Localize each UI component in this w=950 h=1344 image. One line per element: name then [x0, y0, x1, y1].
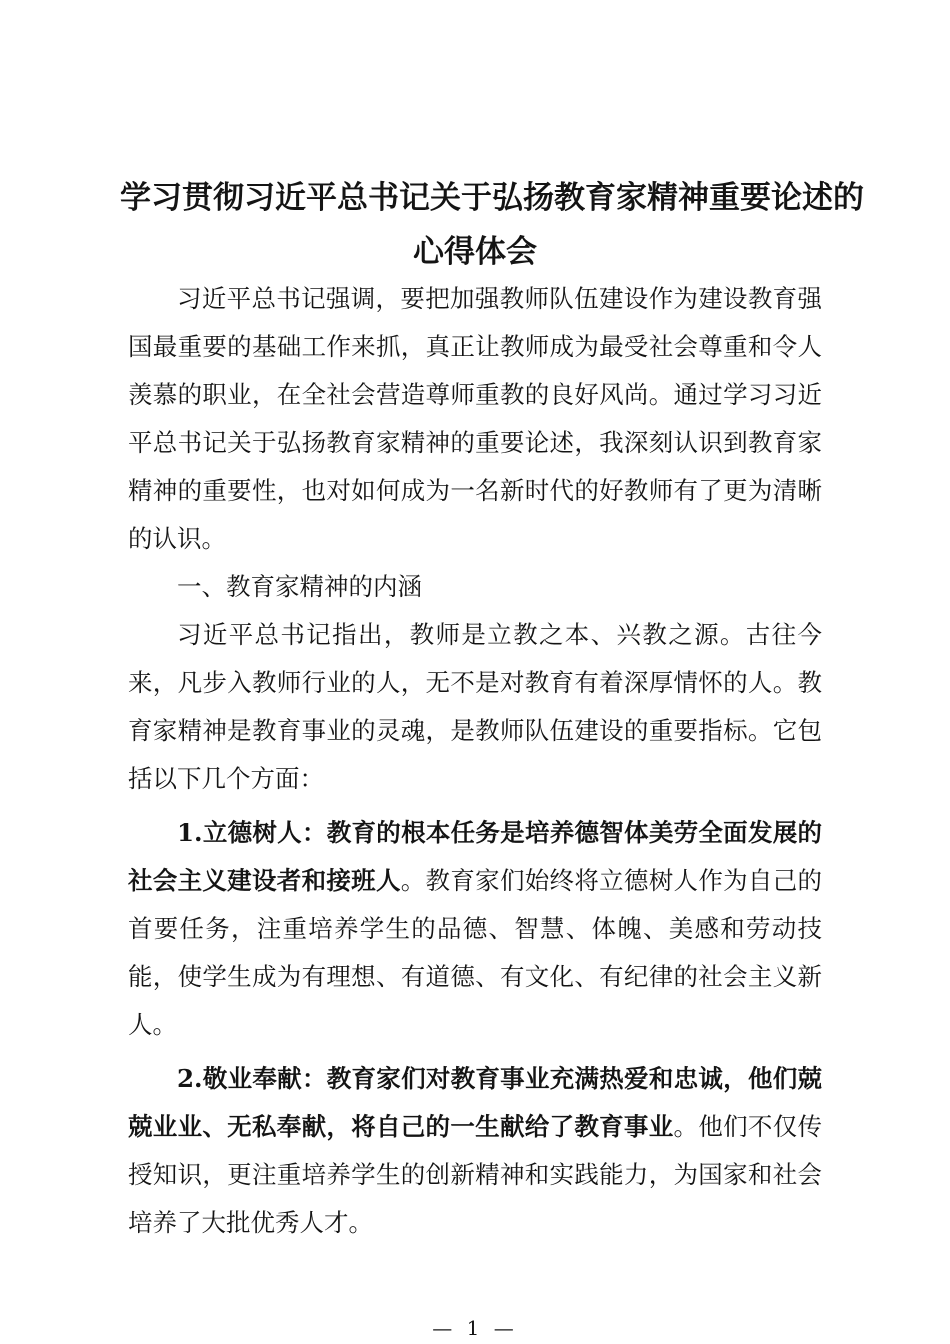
document-title-line-1: 学习贯彻习近平总书记关于弘扬教育家精神重要论述的: [120, 180, 864, 216]
section-1-paragraph: 习近平总书记指出，教师是立教之本、兴教之源。古往今来，凡步入教师行业的人，无不是对教育有着深厚情怀的人。教育家精神是教育事业的灵魂，是教师队伍建设的重要指标。它包括以下几个方面：: [128, 620, 822, 793]
list-item-2-bold-text: 2.敬业奉献：教育家们对教育事业充满热爱和忠诚，他们兢兢业业、无私奉献，将自己的一生献给了教育事业: [128, 1064, 822, 1141]
list-item-2: [128, 1055, 822, 1247]
page-number: — 1 —: [432, 1316, 518, 1340]
section-1-heading: 一、教育家精神的内涵: [177, 572, 422, 601]
document-title-line-2: 心得体会: [413, 234, 537, 270]
list-item-1: [128, 809, 822, 1049]
intro-paragraph: 习近平总书记强调，要把加强教师队伍建设作为建设教育强国最重要的基础工作来抓，真正让教师成为最受社会尊重和令人羡慕的职业，在全社会营造尊师重教的良好风尚。通过学习习近平总书记关于弘扬教育家精神的重要论述，我深刻认识到教育家精神的重要性，也对如何成为一名新时代的好教师有了更为清晰的认识。: [128, 284, 822, 553]
document-body: [128, 275, 822, 1247]
list-item-1-bold-text: 1.立德树人：教育的根本任务是培养德智体美劳全面发展的社会主义建设者和接班人: [128, 818, 822, 895]
list-item-2-text: 。他们不仅传授知识，更注重培养学生的创新精神和实践能力，为国家和社会培养了大批优秀人才。: [128, 1112, 823, 1237]
list-item-1-text: 。教育家们始终将立德树人作为自己的首要任务，注重培养学生的品德、智慧、体魄、美感和劳动技能，使学生成为有理想、有道德、有文化、有纪律的社会主义新人。: [128, 866, 823, 1039]
